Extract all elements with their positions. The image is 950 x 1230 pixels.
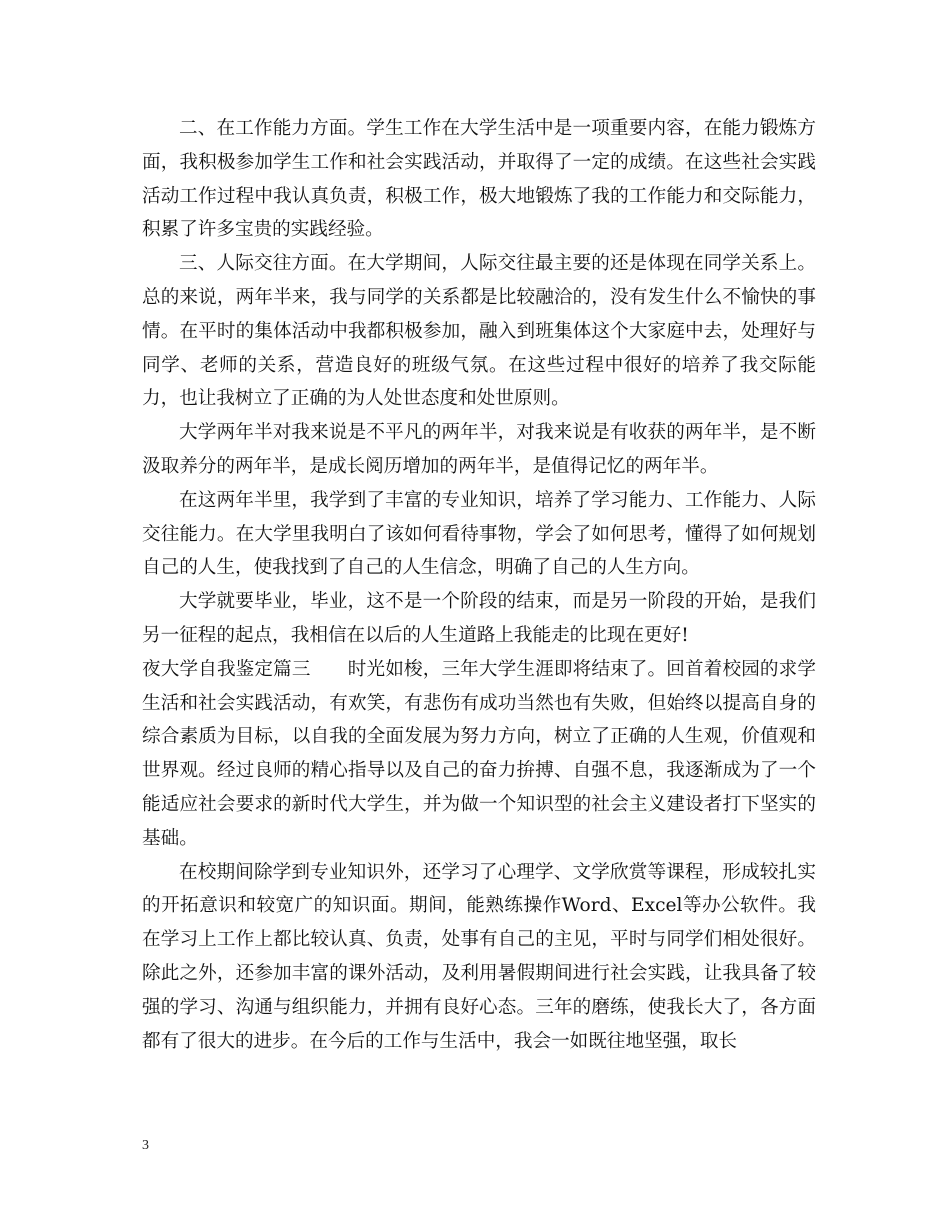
paragraph-school-period: 在校期间除学到专业知识外，还学习了心理学、文学欣赏等课程，形成较扎实的开拓意识和较宽广的知识面。期间，能熟练操作Word、Excel等办公软件。我在学习上工作上都比较认真、负责，处事有自己的主见，平时与同学们相处很好。除此之外，还参加丰富的课外活动，及利用暑假期间进行社会实践，让我具备了较强的学习、沟通与组织能力，并拥有良好心态。三年的磨练，使我长大了，各方面都有了很大的进步。在今后的工作与生活中，我会一如既往地坚强，取长 (142, 861, 816, 1052)
section-title: 夜大学自我鉴定篇三 (142, 658, 311, 680)
document-body (142, 112, 816, 1058)
page-number: 3 (142, 1138, 149, 1153)
section-three-text: 时光如梭，三年大学生涯即将结束了。回首着校园的求学生活和社会实践活动，有欢笑，有悲伤有成功当然也有失败，但始终以提高自身的综合素质为目标，以自我的全面发展为努力方向，树立了正确的人生观，价值观和世界观。经过良师的精心指导以及自己的奋力拚搏、自强不息，我逐渐成为了一个能适应社会要求的新时代大学生，并为做一个知识型的社会主义建设者打下坚实的基础。 (142, 658, 816, 849)
paragraph-graduation: 大学就要毕业，毕业，这不是一个阶段的结束，而是另一阶段的开始，是我们另一征程的起点，我相信在以后的人生道路上我能走的比现在更好! (142, 591, 816, 646)
paragraph-work-ability: 二、在工作能力方面。学生工作在大学生活中是一项重要内容，在能力锻炼方面，我积极参加学生工作和社会实践活动，并取得了一定的成绩。在这些社会实践活动工作过程中我认真负责，积极工作，极大地锻炼了我的工作能力和交际能力，积累了许多宝贵的实践经验。 (142, 118, 816, 241)
paragraph-interpersonal: 三、人际交往方面。在大学期间，人际交往最主要的还是体现在同学关系上。总的来说，两年半来，我与同学的关系都是比较融洽的，没有发生什么不愉快的事情。在平时的集体活动中我都积极参加，融入到班集体这个大家庭中去，处理好与同学、老师的关系，营造良好的班级气氛。在这些过程中很好的培养了我交际能力，也让我树立了正确的为人处世态度和处世原则。 (142, 253, 816, 410)
paragraph-two-and-half-years: 大学两年半对我来说是不平凡的两年半，对我来说是有收获的两年半，是不断汲取养分的两年半，是成长阅历增加的两年半，是值得记忆的两年半。 (142, 422, 816, 477)
paragraph-knowledge-gained: 在这两年半里，我学到了丰富的专业知识，培养了学习能力、工作能力、人际交往能力。在大学里我明白了该如何看待事物，学会了如何思考，懂得了如何规划自己的人生，使我找到了自己的人生信念，明确了自己的人生方向。 (142, 489, 816, 579)
paragraph-section-three (142, 653, 816, 856)
